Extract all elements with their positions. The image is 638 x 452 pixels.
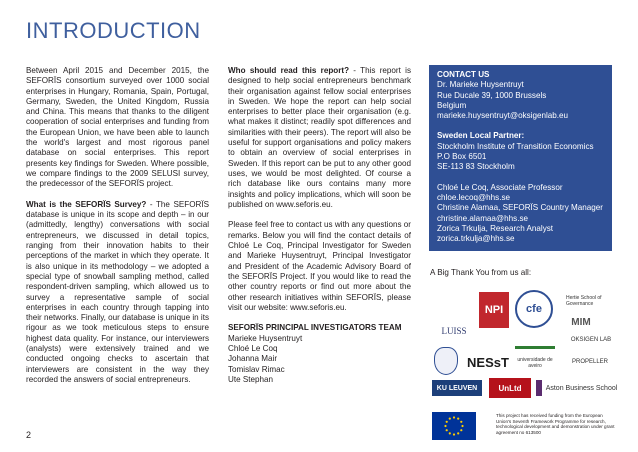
contact-line: Dr. Marieke Huysentruyt	[437, 80, 524, 90]
contact-people	[437, 183, 604, 245]
partner-heading: Sweden Local Partner:	[437, 131, 525, 141]
team-member: Tomislav Rimac	[228, 364, 285, 374]
contact-paragraph: Please feel free to contact us with any questions or remarks. Below you will find the contact details of Chloé Le Coq, Principal Investigator for Sweden and Marieke Huysentruyt, Principal Investigator and President of the Academic Advisory Board of the SEFORÏS Project. If you would like to read the other country reports or find out more about the other research initiatives within SEFORÏS, please visit our website: www.seforis.eu.	[228, 220, 411, 312]
team-member: Johanna Mair	[228, 354, 278, 364]
intro-paragraph: Between April 2015 and December 2015, the SEFORÏS consortium surveyed over 1000 social enterprises in Hungary, Romania, Spain, Portugal, Germany, Sweden, the United Kingdom, Russia and China. This means that thanks to the diligent cooperation of social enterprises and funding from the European Union, we have been able to launch the world's largest and most rigorous panel database on social enterprises. This report presents key findings for Sweden. Where possible, we compare findings to the 2009 SELUSI survey, the predecessor of the SEFORÏS project.	[26, 66, 209, 189]
team-list	[228, 334, 411, 385]
crest-logo	[434, 347, 458, 375]
funding-disclaimer: This project has received funding from the European Union's Seventh Framework Programme for research, technological development and demonstration under grant agreement no 613500	[496, 413, 615, 435]
eu-flag-icon	[432, 412, 476, 440]
eu-stars-icon	[432, 412, 476, 440]
propeller-logo	[563, 356, 617, 368]
luiss-logo-text: LUISS	[441, 326, 467, 336]
mim-logo	[566, 312, 596, 332]
page-title: INTRODUCTION	[26, 18, 201, 43]
team-member: Marieke Huysentruyt	[228, 333, 303, 343]
audience-heading: Who should read this report?	[228, 66, 350, 75]
team-heading: SEFORÏS PRINCIPAL INVESTIGATORS TEAM	[228, 323, 402, 333]
survey-paragraph	[26, 200, 209, 385]
unltd-logo-text: UnLtd	[498, 383, 522, 393]
contact-email[interactable]: chloe.lecoq@hhs.se	[437, 192, 511, 202]
cfe-logo-text: cfe	[526, 303, 542, 315]
survey-text: - The SEFORÏS database is unique in its scope and depth – in our (admittedly, lengthy) conversations with social entrepreneurs, we discussed in detail topics, ranging from their innovation habits to their perceptions of the market in which they operate. It is also unique in its methodology – we adopted a special type of snowball sampling method, called respondent-driven sampling, which allowed us to survey a representative sample of social enterprises in each country through tapping into their networks. Finally, our database is unique in its rigour as we took meticulous steps to ensure highest data quality. For instance, our interviewers (analysts) were extensively trained and we conducted ongoing checks to ascertain that interviewers are consistent in the way they recorded the answers of social entrepreneurs.	[26, 199, 209, 384]
unltd-logo	[489, 378, 531, 398]
npi-logo-text: NPI	[484, 304, 504, 316]
kuleuven-logo-text: KU LEUVEN	[436, 384, 478, 392]
oksigen-logo	[565, 333, 617, 347]
kuleuven-logo	[432, 380, 482, 396]
team-member: Ute Stephan	[228, 374, 273, 384]
thanks-text: A Big Thank You from us all:	[430, 268, 532, 277]
contact-email[interactable]: zorica.trkulja@hhs.se	[437, 234, 515, 244]
contact-line: Rue Ducale 39, 1000 Brussels	[437, 90, 547, 100]
team-member: Chloé Le Coq	[228, 344, 278, 354]
survey-heading: What is the SEFORÏS Survey?	[26, 199, 147, 209]
contact-line: Christine Alamaa, SEFORÏS Country Manager	[437, 203, 603, 213]
npi-logo	[479, 292, 509, 328]
nesst-logo	[466, 348, 510, 376]
page-number: 2	[26, 430, 32, 440]
nesst-logo-text: NESsT	[467, 354, 509, 370]
audience-text: - This report is designed to help social entrepreneurs benchmark their organisation against fellow social enterprises in Sweden. We hope the report can help social enterprises to better place their organisation (e.g. what makes it distinct; readily spot differences and similarities with their peers). The report will also be useful for support organisations and policy makers to obtain an overview of social enterprises in Sweden. If this report can be put to any other good uses, we would be most delighted. Of course a rich database like ours contains many more insights and policy implications, which will soon be published on www.seforis.eu.	[228, 66, 411, 209]
contact-partner	[437, 131, 604, 172]
aston-logo	[536, 380, 618, 396]
contact-email[interactable]: christine.alamaa@hhs.se	[437, 213, 528, 223]
cfe-logo	[515, 290, 553, 328]
aveiro-logo-text: universidade de aveiro	[517, 356, 553, 369]
hertie-logo-text: Hertie School of Governance	[566, 295, 602, 307]
contact-line: Chloé Le Coq, Associate Professor	[437, 182, 563, 192]
contact-heading: CONTACT US	[437, 70, 490, 79]
oksigen-logo-text: OKSIGEN LAB	[570, 337, 612, 343]
contact-main	[437, 70, 604, 121]
contact-line: Stockholm Institute of Transition Economics	[437, 141, 594, 151]
audience-paragraph	[228, 66, 411, 210]
contact-line: SE-113 83 Stockholm	[437, 162, 515, 172]
contact-line: P.O Box 6501	[437, 152, 487, 162]
contact-email[interactable]: marieke.huysentruyt@oksigenlab.eu	[437, 111, 569, 121]
luiss-logo	[432, 300, 476, 336]
mim-logo-text: MIM	[571, 316, 591, 328]
aveiro-logo	[515, 346, 555, 376]
contact-line: Zorica Trkulja, Research Analyst	[437, 223, 554, 233]
column-middle	[228, 66, 411, 385]
contact-line: Belgium	[437, 100, 467, 110]
aston-logo-text: Aston Business School	[545, 384, 618, 392]
contact-box	[429, 65, 612, 251]
hertie-logo	[566, 292, 618, 310]
propeller-logo-text: PROPELLER	[571, 359, 608, 365]
column-left	[26, 66, 209, 396]
